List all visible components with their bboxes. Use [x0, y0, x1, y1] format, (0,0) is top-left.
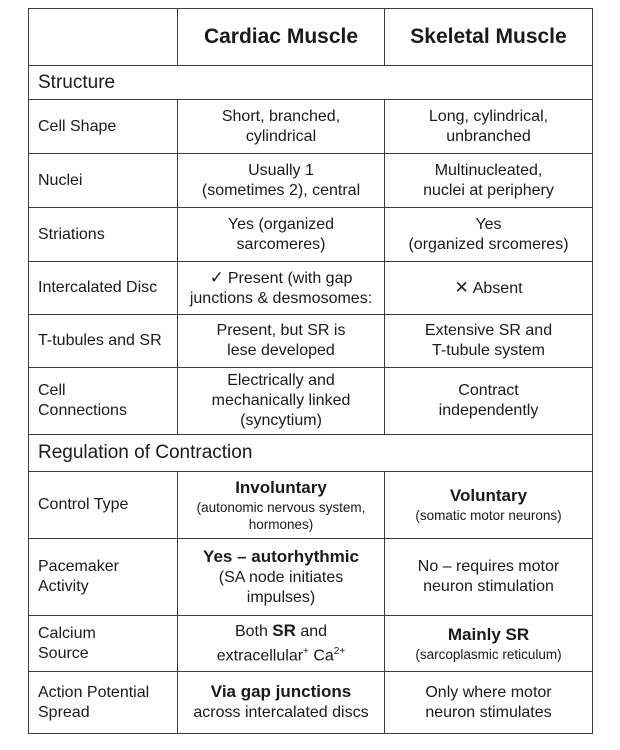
text-line: Contract	[458, 382, 519, 399]
table-row	[29, 262, 593, 315]
bold-text: SR	[272, 620, 296, 640]
text-line: Long, cylindrical,	[428, 107, 549, 125]
table-row	[29, 100, 593, 154]
text-line: lese developed	[227, 342, 335, 359]
text-line: (SA node initiates	[218, 568, 344, 586]
row-label-pacemaker	[29, 539, 178, 616]
comparison-table	[28, 8, 593, 734]
text-line: T-tubule system	[432, 342, 545, 359]
text-line: Connections	[38, 402, 127, 419]
text-line: Source	[38, 644, 89, 662]
cell-skeletal-nuclei	[385, 154, 593, 208]
section-row-regulation	[29, 435, 593, 472]
text-line: Spread	[38, 703, 90, 721]
text-line: neuron stimulation	[423, 578, 554, 595]
cell-skeletal-shape	[385, 100, 593, 154]
text-line: mechanically linked	[211, 392, 351, 409]
header-empty	[29, 9, 178, 66]
cell-skeletal-action	[385, 672, 593, 734]
text-line: Pacemaker	[38, 558, 119, 575]
text-line: Absent	[472, 279, 523, 297]
cell-skeletal-calcium	[385, 616, 593, 672]
row-label-ttubules: T-tubules and SR	[29, 315, 178, 368]
row-label-action	[29, 672, 178, 734]
text-line: Activity	[38, 578, 89, 595]
text-line: independently	[438, 402, 539, 419]
text-line: Yes (organized	[227, 215, 335, 233]
text-line: Multinucleated,	[434, 161, 543, 179]
text-line: Electrically and	[227, 372, 335, 389]
text-line: Calcium	[38, 624, 96, 642]
text-line: Present (with gap	[227, 269, 353, 287]
bold-text: Via gap junctions	[210, 682, 352, 701]
cell-cardiac-control	[178, 472, 385, 539]
text-line: sarcomeres)	[236, 235, 326, 253]
cell-cardiac-connections	[178, 368, 385, 435]
table-row	[29, 315, 593, 368]
table-row	[29, 208, 593, 262]
cell-skeletal-control	[385, 472, 593, 539]
section-title-structure: Structure	[29, 66, 593, 100]
text-line: Extensive SR and	[424, 322, 553, 339]
cell-cardiac-nuclei	[178, 154, 385, 208]
text-line: nuclei at periphery	[423, 181, 554, 199]
small-text: (somatic motor neurons)	[415, 508, 562, 523]
bold-text: Yes – autorhythmic	[203, 546, 359, 566]
bold-text: Mainly SR	[447, 624, 530, 644]
text-line: junctions & desmosomes:	[189, 289, 373, 307]
text-line: Present, but SR is	[216, 322, 346, 339]
table-row	[29, 154, 593, 208]
cell-skeletal-pacemaker	[385, 539, 593, 616]
text-line: unbranched	[446, 127, 531, 145]
row-label-cell-shape: Cell Shape	[29, 100, 178, 154]
bold-text: Involuntary	[235, 477, 327, 497]
text-line: Both	[234, 622, 273, 640]
text-line: impulses)	[246, 588, 316, 606]
bold-text: Voluntary	[449, 486, 528, 505]
header-row	[29, 9, 593, 66]
cell-cardiac-action	[178, 672, 385, 734]
small-text: (autonomic nervous system, hormones)	[196, 499, 366, 532]
cell-skeletal-striations	[385, 208, 593, 262]
header-cardiac: Cardiac Muscle	[178, 9, 385, 66]
row-label-intercalated: Intercalated Disc	[29, 262, 178, 315]
text-line: Action Potential	[38, 683, 150, 701]
text-line: Short, branched,	[221, 107, 341, 125]
text-line: cylindrical	[245, 127, 317, 145]
cell-cardiac-ttubules	[178, 315, 385, 368]
text-line: Ca	[313, 647, 334, 665]
cell-cardiac-calcium	[178, 616, 385, 672]
text-line: extracellular	[216, 647, 304, 665]
text-line: (syncytium)	[240, 412, 322, 429]
check-icon: ✓	[209, 267, 224, 287]
text-line: across intercalated discs	[193, 704, 369, 721]
small-text: (sarcoplasmic reticulum)	[415, 646, 562, 662]
table-row	[29, 616, 593, 672]
table-row	[29, 539, 593, 616]
table-row	[29, 672, 593, 734]
cell-cardiac-striations	[178, 208, 385, 262]
cell-skeletal-connections	[385, 368, 593, 435]
text-line: Only where motor	[425, 683, 552, 701]
text-line: Usually 1	[248, 161, 314, 179]
text-line: neuron stimulates	[425, 703, 552, 721]
row-label-striations: Striations	[29, 208, 178, 262]
section-row-structure	[29, 66, 593, 100]
text-line: Yes	[475, 215, 502, 233]
text-line: Cell	[38, 382, 66, 399]
cell-cardiac-shape	[178, 100, 385, 154]
cell-cardiac-intercalated	[178, 262, 385, 315]
text-line: (sometimes 2), central	[201, 181, 361, 199]
header-skeletal: Skeletal Muscle	[385, 9, 593, 66]
table-row	[29, 368, 593, 435]
text-line: and	[295, 622, 328, 640]
cell-skeletal-intercalated	[385, 262, 593, 315]
table-row	[29, 472, 593, 539]
row-label-control: Control Type	[29, 472, 178, 539]
section-title-regulation: Regulation of Contraction	[29, 435, 593, 472]
row-label-calcium	[29, 616, 178, 672]
row-label-nuclei: Nuclei	[29, 154, 178, 208]
cell-skeletal-ttubules	[385, 315, 593, 368]
cross-icon: ✕	[454, 277, 469, 297]
text-line: (organized srcomeres)	[408, 235, 569, 253]
text-line: No – requires motor	[417, 558, 560, 575]
row-label-connections	[29, 368, 178, 435]
superscript: 2+	[333, 645, 346, 657]
superscript: +	[303, 645, 309, 657]
cell-cardiac-pacemaker	[178, 539, 385, 616]
